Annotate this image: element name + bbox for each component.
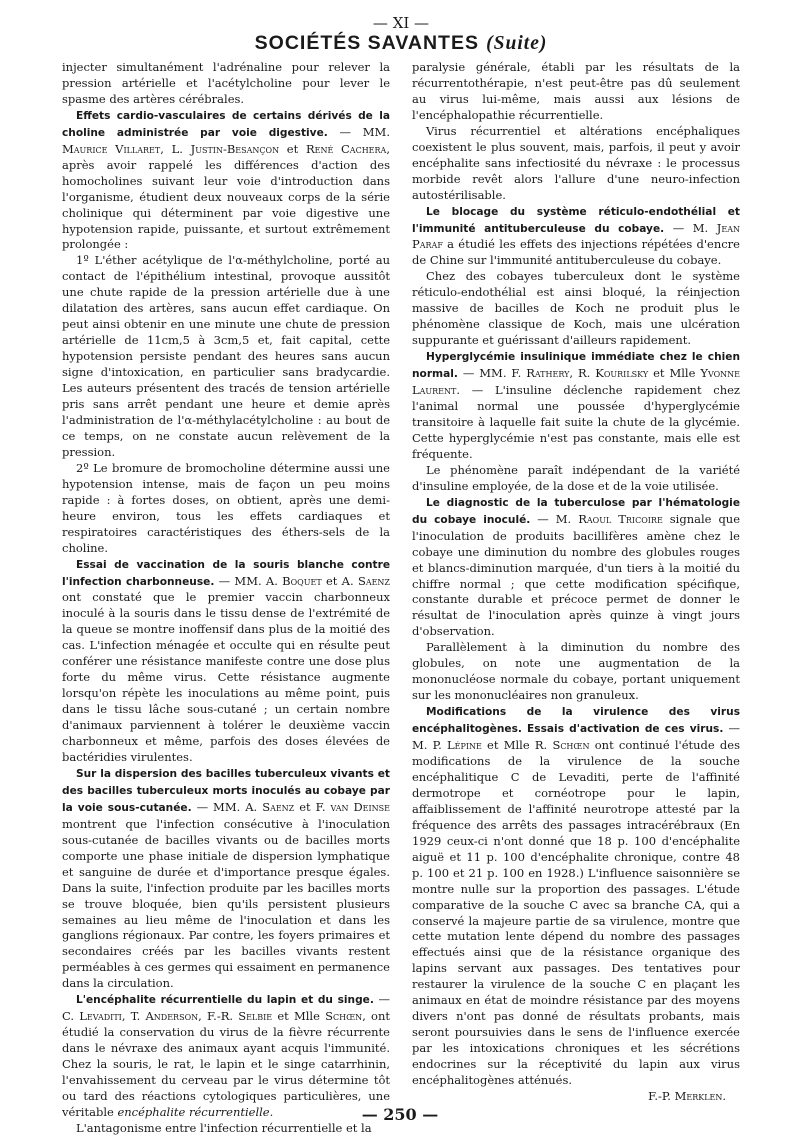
section-suffix: (Suite) — [486, 33, 548, 54]
article-blocage-reticulo: Le blocage du système réticulo-endothélial et l'immunité antituberculeuse du cobaye. — M. Jean Paraf a étudié les effets des injections répétées d'encre de Chine sur l'immunité antituberculeuse du cobaye. — [412, 205, 740, 268]
author: Maurice Villaret — [62, 141, 161, 156]
author: Levaditi — [79, 1009, 122, 1024]
author: Raoul Tricoire — [578, 511, 663, 526]
author: Yvonne Laurent — [412, 366, 740, 398]
author: Schœn — [552, 738, 590, 753]
author: Anderson — [145, 1009, 199, 1024]
author: René Cachera — [305, 141, 387, 156]
italic-term: encéphalite récurrentielle. — [117, 1104, 274, 1119]
page-roman-numeral: — XI — — [372, 14, 430, 32]
article-title: Le diagnostic de la tuberculose par l'hématologie du cobaye inoculé. — [412, 496, 740, 526]
article-title: Modifications de la virulence des virus encéphalitogènes. Essais d'activation de ces virus. — [412, 706, 740, 736]
article-encephalite-recurrentielle: L'encéphalite récurrentielle du lapin et du singe. — C. Levaditi, T. Anderson, F.-R. Selbie et Mlle Schœn, ont étudié la conservation du virus de la fièvre récurrente dans le névraxe des animaux ayant acquis l'immunité. Chez la souris, le rat, le lapin et le singe catarrhinin, l'envahissement du cerveau par le virus détermine tôt ou tard des réactions cytologiques particulières, une véritable encéphalite récurrentielle. — [62, 992, 391, 1119]
article-title: Le blocage du système réticulo-endothélial et l'immunité antituberculeuse du cobaye. — [412, 205, 740, 235]
article-title: Effets cardio-vasculaires de certains dérivés de la choline administrée par voie digestive. — [62, 109, 390, 139]
article-title: Hyperglycémie insulinique immédiate chez le chien normal. — [412, 351, 740, 381]
author: Justin-Besançon — [190, 141, 280, 156]
author: Saenz — [357, 573, 390, 588]
section-title: SOCIÉTÉS SAVANTES — [254, 32, 479, 54]
author: Schœn — [325, 1009, 363, 1024]
author: Saenz — [262, 799, 295, 814]
signature: F.-P. Merklen. — [648, 1089, 726, 1103]
author: Selbie — [238, 1009, 273, 1024]
author: Rathery — [526, 366, 570, 381]
article-virulence-virus: Modifications de la virulence des virus encéphalitogènes. Essais d'activation de ces virus. — M. P. Lépine et Mlle R. Schœn ont continué l'étude des modifications de la virulence de la souche encéphalitique C de Levaditi, perte de l'affinité dermotrope et cornéotrope pour le lapin, affaiblissement de l'affinité neurotrope attesté par la fréquence des arrêts des passages intracérébraux (En 1929 ceux-ci n'ont donné que 18 p. 100 d'encéphalite aiguë et 11 p. 100 d'encéphalite chronique, contre 48 p. 100 et 21 p. 100 en 1928.) L'influence saisonnière se montre nulle sur la proportion des passages. L'étude comparative de la souche C avec sa branche CA, qui a conservé la majeure partie de sa virulence, montre que cette mutation lente dépend du nombre des passages effectués ainsi que de la résistance organique des lapins servant aux passages. Des tentatives pour restaurer la virulence de la souche C en plaçant les animaux en état de moindre résistance par des moyens divers n'ont pas donné de résultats probants, mais seront poursuivies dans le sens de l'influence exercée par les intoxications chroniques et les sécrétions endocrines sur la réceptivité du lapin aux virus encéphalitogènes atténués. — [412, 706, 740, 1088]
article-title: L'encéphalite récurrentielle du lapin et du singe. — [76, 994, 374, 1007]
paragraph-continued: injecter simultanément l'adrénaline pour relever la pression artérielle et l'acétylcholine pour lever le spasme des artères cérébrales. — [62, 60, 390, 106]
author: Jean Paraf — [412, 220, 740, 252]
section-header — [62, 26, 740, 60]
paragraph: Parallèlement à la diminution du nombre des globules, on note une augmentation de la mononucléose normale du cobaye, portant uniquement sur les mononucléaires non granuleux. — [412, 640, 740, 703]
article-cardio-vasculaire: Effets cardio-vasculaires de certains dérivés de la choline administrée par voie digestive. — MM. Maurice Villaret, L. Justin-Besançon et René Cachera, après avoir rappelé les différences d'action des homocholines suivant leur voie d'introduction dans l'organisme, étudient deux nouveaux corps de la série cholinique qui déterminent par voie digestive une hypotension rapide, puissante, et surtout extrêmement prolongée : — [62, 109, 390, 252]
left-column — [62, 60, 391, 1135]
article-title: Essai de vaccination de la souris blanche contre l'infection charbonneuse. — [62, 558, 390, 588]
page-number: — 250 — — [361, 1105, 439, 1124]
paragraph: Chez des cobayes tuberculeux dont le système réticulo-endothélial est ainsi bloqué, la réinjection massive de bacilles de Koch ne produit plus le phénomène classique de Koch, mais une ulcération suppurante et guérissant d'ailleurs rapidement. — [412, 269, 740, 348]
paragraph: Virus récurrentiel et altérations encéphaliques coexistent le plus souvent, mais, parfois, il peut y avoir encéphalite sans infectiosité du névraxe : le processus morbide revêt alors l'allure d'une neuro-infection autostérilisable. — [412, 123, 740, 202]
paragraph: 1º L'éther acétylique de l'α-méthylcholine, porté au contact de l'épithélium intestinal, provoque aussitôt une chute rapide de la pression artérielle due à une dilatation des artères, sans aucun effet cardiaque. On peut ainsi obtenir en une minute une chute de pression artérielle de 11cm,5 à 3cm,5 et, fait capital, cette hypotension persiste pendant des heures sans aucun signe d'intoxication, en particulier sans bradycardie. Les auteurs présentent des tracés de tension artérielle pris sans arrêt pendant une heure et demie après l'administration de l'α-méthylacétylcholine : au bout de ce temps, on ne constate aucun relèvement de la pression. — [62, 253, 390, 459]
author: van Deinse — [330, 799, 390, 814]
paragraph: L'antagonisme entre l'infection récurrentielle et la — [76, 1120, 372, 1135]
author: Boquet — [282, 573, 322, 588]
article-hyperglycemie: Hyperglycémie insulinique immédiate chez le chien normal. — MM. F. Rathery, R. Kourilsky et Mlle Yvonne Laurent. — L'insuline déclenche rapidement chez l'animal normal une poussée d'hyperglycémie transitoire à laquelle fait suite la chute de la glycémie. Cette hyperglycémie n'est pas constante, mais elle est fréquente. — [412, 351, 740, 461]
article-dispersion-bacilles: Sur la dispersion des bacilles tuberculeux vivants et des bacilles tuberculeux morts inoculés au cobaye par la voie sous-cutanée. — MM. A. Saenz et F. van Deinse montrent que l'infection consécutive à l'inoculation sous-cutanée de bacilles vivants ou de bacilles morts comporte une phase initiale de dispersion lymphatique et sanguine de durée et d'importance presque égales. Dans la suite, l'infection produite par les bacilles morts se trouve bloquée, bien qu'ils persistent plusieurs semaines au lieu même de l'inoculation et dans les ganglions régionaux. Par contre, les foyers primaires et secondaires créés par les bacilles vivants restent perméables à ces germes qui essaiment en permanence dans la circulation. — [62, 767, 390, 991]
article-diagnostic-tuberculose: Le diagnostic de la tuberculose par l'hématologie du cobaye inoculé. — M. Raoul Tricoire signale que l'inoculation de produits bacillifères amène chez le cobaye une diminution du nombre des globules rouges et blancs-diminution marquée, d'un tiers à la moitié du chiffre normal ; que cette modification spécifique, constante durable et précoce permet de donner le résultat de l'inoculation après quinze à vingt jours d'observation. — [412, 496, 741, 639]
author: Kourilsky — [595, 366, 649, 381]
paragraph: Le phénomène paraît indépendant de la variété d'insuline employée, de la dose et de la voie utilisée. — [412, 462, 740, 493]
paragraph: 2º Le bromure de bromocholine détermine aussi une hypotension intense, mais de façon un peu moins rapide : à fortes doses, on obtient, après une demi-heure environ, tous les effets cardiaques et respiratoires caractéristiques des éthers-sels de la choline. — [62, 460, 390, 555]
author: Lépine — [446, 738, 482, 753]
paragraph-continued: paralysie générale, établi par les résultats de la récurrentothérapie, n'est peut-être pas dû seulement au virus lui-même, mais aussi aux lésions de l'encéphalopathie récurrentielle. — [412, 60, 740, 122]
right-column — [412, 60, 741, 1103]
article-title: Sur la dispersion des bacilles tuberculeux vivants et des bacilles tuberculeux morts inoculés au cobaye par la voie sous-cutanée. — [62, 767, 390, 814]
article-vaccination-souris: Essai de vaccination de la souris blanche contre l'infection charbonneuse. — MM. A. Boquet et A. Saenz ont constaté que le premier vaccin charbonneux inoculé à la souris dans le tissu dense de l'extrémité de la queue se montre inoffensif dans plus de la moitié des cas. L'infection ménagée et occulte qui en résulte peut conférer une résistance manifeste contre une dose plus forte du même virus. Cette résistance augmente lorsqu'on répète les inoculations au même point, puis dans le tissu lâche sous-cutané ; un certain nombre d'animaux parviennent à tolérer le deuxième vaccin charbonneux et même, parfois des doses élevées de bactéridies virulentes. — [62, 558, 390, 764]
